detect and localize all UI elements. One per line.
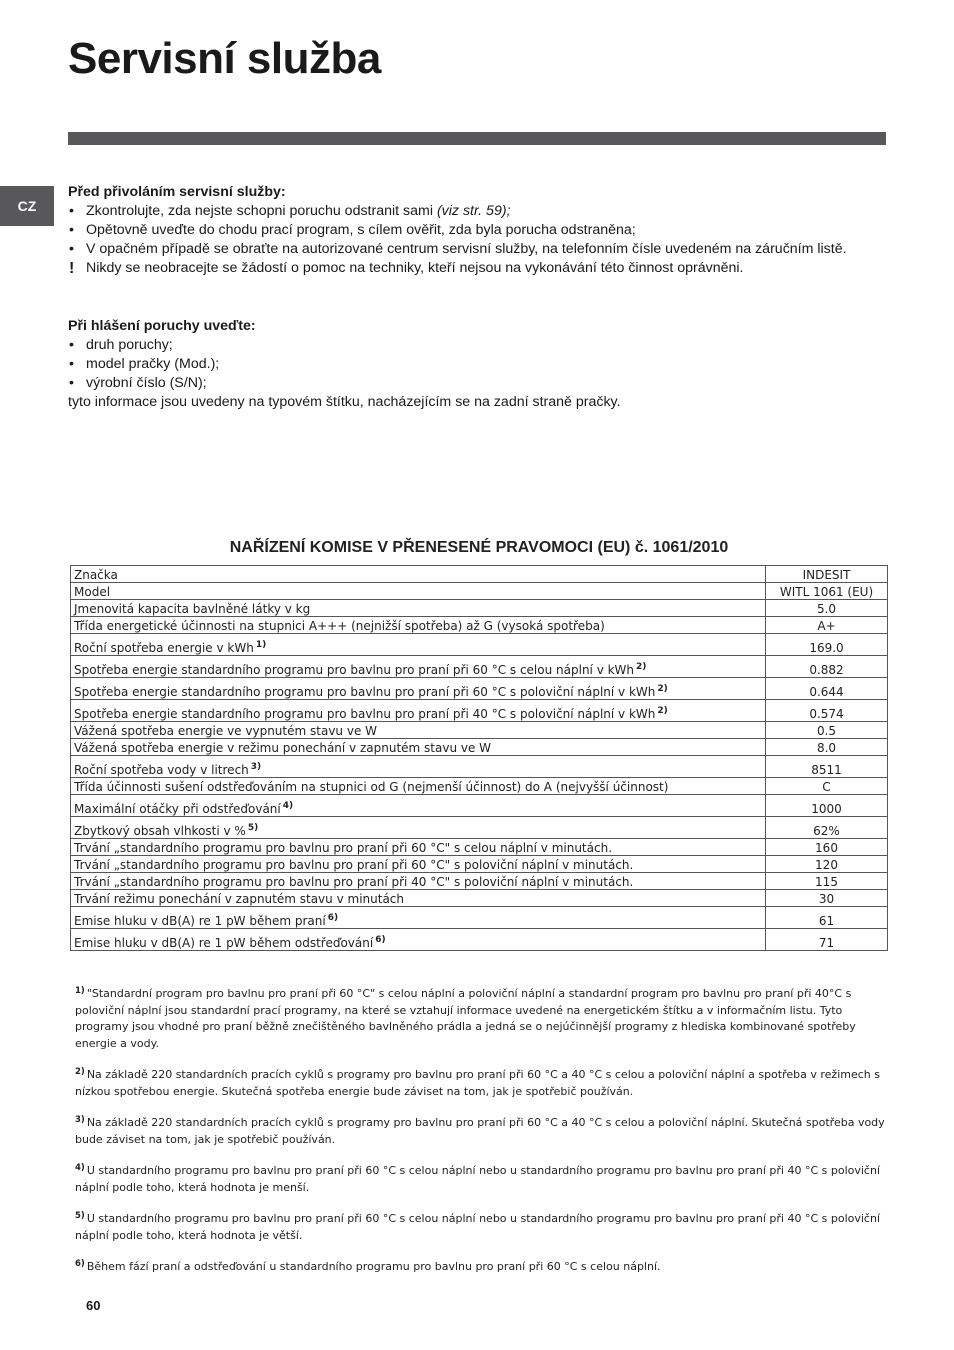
language-tab: CZ (0, 186, 54, 226)
row-value: WITL 1061 (EU) (766, 583, 888, 600)
row-value: 120 (766, 856, 888, 873)
row-label-cell (71, 739, 766, 756)
report-fault-list (68, 336, 886, 393)
row-value: 169.0 (766, 634, 888, 656)
table-row (71, 795, 888, 817)
table-row (71, 566, 888, 583)
row-value: 0.5 (766, 722, 888, 739)
list-item-text: Opětovně uveďte do chodu prací program, s cílem ověřit, zda byla porucha odstraněna; (86, 222, 636, 238)
table-row (71, 839, 888, 856)
bullet-mark: • (69, 356, 74, 372)
row-label-cell (71, 929, 766, 951)
row-label-cell (71, 756, 766, 778)
row-value: INDESIT (766, 566, 888, 583)
table-row (71, 583, 888, 600)
row-label: Trvání „standardního programu pro bavlnu pro praní při 60 °C" s celou náplní v minutách. (74, 841, 613, 855)
row-label-cell (71, 656, 766, 678)
footnote (75, 1112, 885, 1148)
footnote-text: U standardního programu pro bavlnu pro praní při 60 °C s celou náplní nebo u standardního programu pro bavlnu pro praní při 40 °C s poloviční náplní podle toho, která hodnota je větší. (75, 1212, 881, 1242)
row-label-cell (71, 817, 766, 839)
footnote (75, 983, 885, 1052)
row-label: Jmenovitá kapacita bavlněné látky v kg (74, 602, 311, 616)
row-label: Maximální otáčky při odstřeďování (74, 802, 281, 816)
row-value: 71 (766, 929, 888, 951)
regulation-footnotes (75, 983, 885, 1288)
row-label: Trvání režimu ponechání v zapnutém stavu v minutách (74, 892, 404, 906)
section-footer-text: tyto informace jsou uvedeny na typovém štítku, nacházejícím se na zadní straně pračky. (68, 394, 621, 410)
list-item (68, 202, 886, 221)
table-row (71, 739, 888, 756)
row-label: Trvání „standardního programu pro bavlnu pro praní při 60 °C" s poloviční náplní v minutách. (74, 858, 634, 872)
list-item (68, 336, 886, 355)
footnote (75, 1256, 885, 1276)
row-value: 0.574 (766, 700, 888, 722)
row-label-cell (71, 890, 766, 907)
row-value: 1000 (766, 795, 888, 817)
row-label-cell (71, 907, 766, 929)
row-label-cell (71, 722, 766, 739)
row-label-cell (71, 778, 766, 795)
footnote-number: 4) (75, 1163, 85, 1173)
row-label: Značka (74, 568, 118, 582)
footnote-text: Na základě 220 standardních pracích cyklů s programy pro bavlnu pro praní při 60 °C a 40 °C s celou a poloviční náplní. Skutečná spotřeba vody bude záviset na tom, jak je spotřebič používán. (75, 1116, 885, 1146)
list-item-text: Nikdy se neobracejte se žádostí o pomoc na techniky, kteří nejsou na vykonávání této činnost oprávněni. (86, 260, 744, 276)
row-label: Třída účinnosti sušení odstřeďováním na stupnici od G (nejmenší účinnost) do A (nejvyšší účinnost) (74, 780, 669, 794)
row-value: 115 (766, 873, 888, 890)
page-number: 60 (86, 1298, 101, 1313)
regulation-table (70, 565, 888, 951)
footnote-text: Na základě 220 standardních pracích cyklů s programy pro bavlnu pro praní při 60 °C a 40 °C s celou a poloviční náplní a spotřeba v režimech s nízkou spotřebou energie. Skutečná spotřeba energie bude záviset na tom, jak je spotřebič používán. (75, 1068, 880, 1098)
footnote-ref: 1) (255, 640, 267, 650)
row-label-cell (71, 700, 766, 722)
table-row (71, 678, 888, 700)
row-label: Roční spotřeba vody v litrech (74, 763, 249, 777)
footnote-ref: 4) (282, 801, 294, 811)
footnote-ref: 6) (375, 935, 386, 945)
row-value: A+ (766, 617, 888, 634)
row-label-cell (71, 839, 766, 856)
row-value: 0.882 (766, 656, 888, 678)
row-label: Spotřeba energie standardního programu pro bavlnu pro praní při 60 °C s celou náplní v kWh (74, 663, 635, 677)
list-item (68, 374, 886, 393)
row-label: Vážená spotřeba energie v režimu ponechání v zapnutém stavu ve W (74, 741, 492, 755)
bullet-mark: • (69, 241, 74, 257)
table-row (71, 700, 888, 722)
warning-icon: ! (69, 260, 75, 277)
table-row (71, 778, 888, 795)
list-item (68, 240, 886, 259)
list-item-text: model pračky (Mod.); (86, 356, 220, 372)
row-label-cell (71, 600, 766, 617)
report-fault-section (68, 317, 886, 412)
section-heading: Před přivoláním servisní služby: (68, 184, 286, 200)
list-item-text: V opačném případě se obraťte na autorizované centrum servisní služby, na telefonním čísle uvedeném na záručním listě. (86, 241, 847, 257)
before-service-list (68, 202, 886, 278)
footnote-text: U standardního programu pro bavlnu pro praní při 60 °C s celou náplní nebo u standardního programu pro bavlnu pro praní při 40 °C s poloviční náplní podle toho, která hodnota je menší. (75, 1164, 881, 1194)
footnote-number: 1) (75, 986, 85, 996)
row-value: 0.644 (766, 678, 888, 700)
row-label: Emise hluku v dB(A) re 1 pW během praní (74, 914, 326, 928)
row-label-cell (71, 583, 766, 600)
footnote-ref: 5) (247, 823, 259, 833)
footnote (75, 1160, 885, 1196)
row-label-cell (71, 566, 766, 583)
bullet-mark: • (69, 375, 74, 391)
section-heading: Při hlášení poruchy uveďte: (68, 318, 256, 334)
footnote-number: 2) (75, 1067, 85, 1077)
footnote-number: 5) (75, 1211, 85, 1221)
page-reference: (viz str. 59); (436, 203, 511, 219)
before-service-section (68, 183, 886, 278)
row-value: C (766, 778, 888, 795)
header-divider (68, 132, 886, 145)
footnote-number: 3) (75, 1115, 85, 1125)
row-label: Trvání „standardního programu pro bavlnu pro praní při 40 °C" s poloviční náplní v minutách. (74, 875, 634, 889)
regulation-title: NAŘÍZENÍ KOMISE V PŘENESENÉ PRAVOMOCI (EU) č. 1061/2010 (229, 539, 729, 556)
row-label: Spotřeba energie standardního programu pro bavlnu pro praní při 60 °C s poloviční náplní v kWh (74, 685, 656, 699)
list-item (68, 355, 886, 374)
table-row (71, 634, 888, 656)
footnote-ref: 6) (327, 913, 339, 923)
row-value: 8.0 (766, 739, 888, 756)
footnote-text: Během fází praní a odstřeďování u standardního programu pro bavlnu pro praní při 60 °C s celou náplní. (86, 1260, 661, 1273)
table-row (71, 907, 888, 929)
row-label-cell (71, 634, 766, 656)
row-label: Třída energetické účinnosti na stupnici A+++ (nejnižší spotřeba) až G (vysoká spotřeba) (74, 619, 605, 633)
footnote-ref: 3) (250, 762, 262, 772)
footnote-number: 6) (75, 1259, 85, 1269)
row-label-cell (71, 856, 766, 873)
row-value: 8511 (766, 756, 888, 778)
row-label: Model (74, 585, 111, 599)
row-label-cell (71, 617, 766, 634)
row-label: Roční spotřeba energie v kWh (74, 641, 254, 655)
table-row (71, 929, 888, 951)
row-value: 30 (766, 890, 888, 907)
row-label-cell (71, 795, 766, 817)
row-label-cell (71, 678, 766, 700)
row-label: Zbytkový obsah vlhkosti v % (74, 824, 246, 838)
row-label-cell (71, 873, 766, 890)
table-row (71, 600, 888, 617)
table-row (71, 756, 888, 778)
footnote (75, 1208, 885, 1244)
footnote (75, 1064, 885, 1100)
footnote-ref: 2) (636, 662, 647, 672)
row-label: Spotřeba energie standardního programu pro bavlnu pro praní při 40 °C s poloviční náplní v kWh (74, 707, 656, 721)
row-label: Emise hluku v dB(A) re 1 pW během odstřeďování (74, 936, 374, 950)
list-item-text: Zkontrolujte, zda nejste schopni poruchu odstranit sami (86, 203, 437, 219)
table-row (71, 817, 888, 839)
bullet-mark: • (69, 222, 74, 238)
footnote-text: "Standardní program pro bavlnu pro praní při 60 °C" s celou náplní a poloviční náplní a standardní program pro bavlnu pro praní při 40°C s poloviční náplní jsou standardní prací programy, na které se vztahují informace uvedené na energetickém štítku a v informačním listu. Tyto programy jsou vhodné pro praní běžně znečištěného bavlněného prádla a jedná se o nejúčinnější programy z hlediska kombinované spotřeby energie a vody. (75, 987, 856, 1050)
list-item (68, 221, 886, 240)
table-row (71, 856, 888, 873)
bullet-mark: • (69, 203, 74, 219)
table-row (71, 617, 888, 634)
list-item (68, 259, 886, 278)
row-value: 5.0 (766, 600, 888, 617)
footnote-ref: 2) (657, 684, 668, 694)
list-item-text: druh poruchy; (86, 337, 173, 353)
table-row (71, 890, 888, 907)
page-title: Servisní služba (68, 34, 381, 83)
list-item-text: výrobní číslo (S/N); (86, 375, 207, 391)
row-value: 160 (766, 839, 888, 856)
table-row (71, 656, 888, 678)
row-value: 62% (766, 817, 888, 839)
table-row (71, 722, 888, 739)
row-value: 61 (766, 907, 888, 929)
footnote-ref: 2) (657, 706, 668, 716)
table-row (71, 873, 888, 890)
row-label: Vážená spotřeba energie ve vypnutém stavu ve W (74, 724, 377, 738)
bullet-mark: • (69, 337, 74, 353)
